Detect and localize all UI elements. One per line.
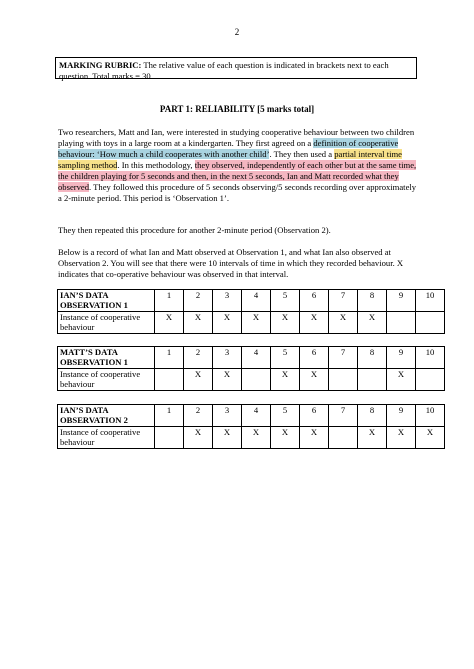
mark-cell: X (213, 312, 242, 334)
mark-cell: X (155, 312, 184, 334)
interval-header: 5 (271, 347, 300, 369)
interval-header: 7 (329, 290, 358, 312)
highlight-definition: definition of cooperative behaviour: ‘How much a child cooperates with another child’ (58, 138, 399, 159)
mark-cell (155, 369, 184, 391)
interval-header: 1 (155, 405, 184, 427)
mark-cell: X (184, 312, 213, 334)
mark-cell (155, 427, 184, 449)
interval-header: 4 (242, 290, 271, 312)
interval-header: 1 (155, 347, 184, 369)
interval-header: 10 (416, 347, 445, 369)
mark-cell: X (387, 369, 416, 391)
mark-cell (358, 369, 387, 391)
intro-text-1: Two researchers, Matt and Ian, were interested in studying cooperative behaviour between two children playing with toys in a large room at a kindergarten. They first agreed on a (58, 127, 415, 148)
interval-header: 3 (213, 405, 242, 427)
mark-cell: X (184, 427, 213, 449)
mark-cell: X (300, 312, 329, 334)
mark-cell: X (300, 427, 329, 449)
interval-header: 4 (242, 347, 271, 369)
mark-cell: X (387, 427, 416, 449)
repeat-paragraph: They then repeated this procedure for another 2-minute period (Observation 2). (58, 225, 331, 235)
mark-cell: X (358, 427, 387, 449)
highlight-procedure: they observed, independently of each other but at the same time, the children playing for 5 seconds and then, in the next 5 seconds, Ian and Matt recorded what they observed (58, 160, 417, 192)
page-number: 2 (234, 27, 240, 37)
matt-observation-1-table (57, 346, 445, 391)
mark-cell: X (242, 427, 271, 449)
mark-cell (387, 312, 416, 334)
interval-header: 6 (300, 405, 329, 427)
interval-header: 10 (416, 290, 445, 312)
rubric-text: The relative value of each question is indicated in brackets next to each question. Total marks = 30. (59, 60, 389, 81)
interval-header: 9 (387, 290, 416, 312)
mark-cell: X (329, 312, 358, 334)
mark-cell: X (271, 427, 300, 449)
section-heading: PART 1: RELIABILITY [5 marks total] (159, 104, 315, 114)
rubric-label: MARKING RUBRIC: (59, 60, 142, 70)
table-title: IAN’S DATA OBSERVATION 2 (58, 405, 155, 427)
intro-text-2: . They then used a (269, 149, 335, 159)
mark-cell (329, 369, 358, 391)
interval-header: 4 (242, 405, 271, 427)
interval-header: 3 (213, 290, 242, 312)
mark-cell (416, 369, 445, 391)
row-label: Instance of cooperative behaviour (58, 312, 155, 334)
interval-header: 6 (300, 290, 329, 312)
table-header-row (58, 290, 445, 312)
intro-text-4: . They followed this procedure of 5 seconds observing/5 seconds recording over approximately a 2-minute period. This period is ‘Observation 1’. (58, 182, 417, 203)
interval-header: 2 (184, 290, 213, 312)
interval-header: 5 (271, 405, 300, 427)
interval-header: 8 (358, 347, 387, 369)
mark-cell: X (416, 427, 445, 449)
interval-header: 7 (329, 347, 358, 369)
mark-cell (416, 312, 445, 334)
mark-cell: X (271, 312, 300, 334)
ian-observation-2-table (57, 404, 445, 449)
record-paragraph: Below is a record of what Ian and Matt observed at Observation 1, and what Ian also observed at Observation 2. You will see that there were 10 intervals of time in which they recorded behaviour. X indicates that co-operative behaviour was observed in that interval. (58, 247, 404, 279)
interval-header: 10 (416, 405, 445, 427)
intro-paragraph (58, 127, 420, 204)
interval-header: 5 (271, 290, 300, 312)
mark-cell: X (242, 312, 271, 334)
interval-header: 2 (184, 347, 213, 369)
interval-header: 1 (155, 290, 184, 312)
mark-cell: X (271, 369, 300, 391)
interval-header: 8 (358, 290, 387, 312)
table-header-row (58, 405, 445, 427)
table-title: IAN’S DATA OBSERVATION 1 (58, 290, 155, 312)
mark-cell: X (213, 427, 242, 449)
table-row (58, 427, 445, 449)
interval-header: 2 (184, 405, 213, 427)
intro-text-3: . In this methodology, (117, 160, 195, 170)
row-label: Instance of cooperative behaviour (58, 427, 155, 449)
interval-header: 8 (358, 405, 387, 427)
table-row (58, 312, 445, 334)
table-row (58, 369, 445, 391)
table-title: MATT’S DATA OBSERVATION 1 (58, 347, 155, 369)
mark-cell: X (300, 369, 329, 391)
highlight-method: partial interval time sampling method (58, 149, 402, 170)
table-header-row (58, 347, 445, 369)
marking-rubric-box (55, 57, 417, 79)
mark-cell: X (184, 369, 213, 391)
mark-cell (329, 427, 358, 449)
interval-header: 7 (329, 405, 358, 427)
interval-header: 9 (387, 347, 416, 369)
row-label: Instance of cooperative behaviour (58, 369, 155, 391)
interval-header: 9 (387, 405, 416, 427)
mark-cell: X (358, 312, 387, 334)
interval-header: 3 (213, 347, 242, 369)
interval-header: 6 (300, 347, 329, 369)
mark-cell: X (213, 369, 242, 391)
ian-observation-1-table (57, 289, 445, 334)
mark-cell (242, 369, 271, 391)
